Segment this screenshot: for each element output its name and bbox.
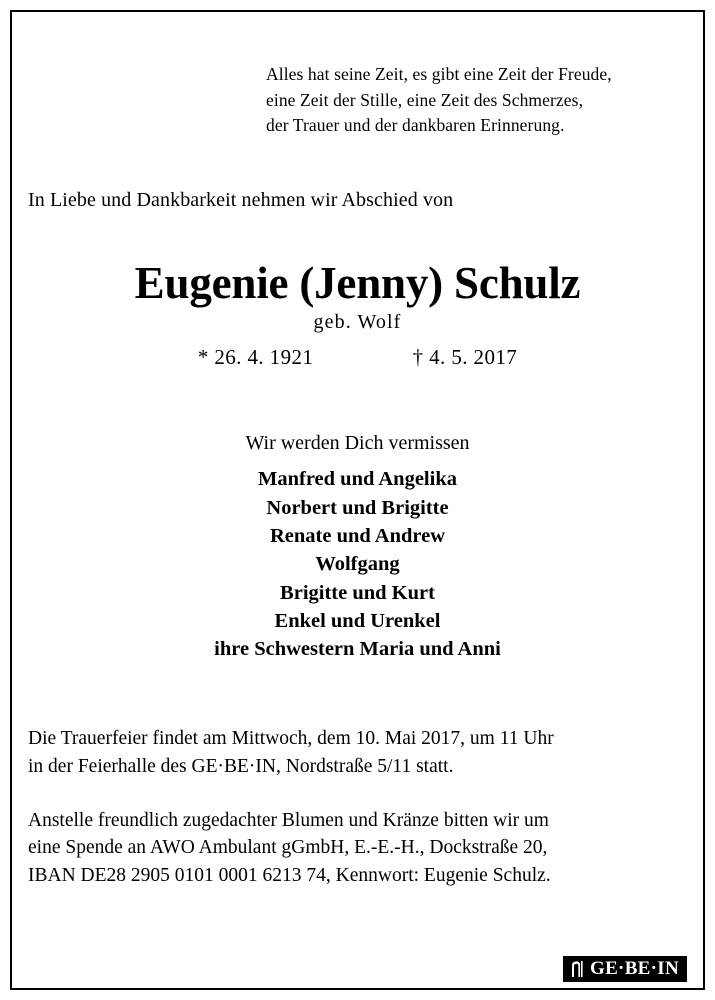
epigraph-line-3: der Trauer und der dankbaren Erinnerung. (266, 115, 565, 136)
deceased-dates (28, 345, 687, 370)
mourning-intro: Wir werden Dich vermissen (245, 432, 470, 455)
mourner-item: Manfred und Angelika (258, 468, 457, 491)
mourner-item: Brigitte und Kurt (280, 581, 435, 604)
ceremony-line-2: in der Feierhalle des GE·BE·IN, Nordstraße 5/11 statt. (28, 756, 454, 778)
logo-text: GE·BE·IN (590, 958, 679, 979)
donation-line-3: IBAN DE28 2905 0101 0001 6213 74, Kennwort: Eugenie Schulz. (28, 865, 551, 887)
epigraph (28, 62, 687, 139)
deceased-block (28, 260, 687, 370)
gebein-logo-icon (569, 959, 585, 979)
deceased-maiden-name: geb. Wolf (313, 311, 402, 334)
mourner-item: Renate und Andrew (269, 524, 446, 547)
mourner-item: Enkel und Urenkel (274, 609, 441, 632)
mourners-list (28, 465, 687, 663)
mourner-item: Wolfgang (315, 553, 400, 576)
funeral-home-logo (563, 956, 687, 982)
mourner-item: Norbert und Brigitte (266, 496, 449, 519)
ceremony-info (28, 725, 687, 780)
donation-line-1: Anstelle freundlich zugedachter Blumen und Kränze bitten wir um (28, 809, 549, 831)
epigraph-line-2: eine Zeit der Stille, eine Zeit des Schmerzes, (266, 89, 584, 110)
epigraph-line-1: Alles hat seine Zeit, es gibt eine Zeit der Freude, (266, 64, 612, 84)
lead-text: In Liebe und Dankbarkeit nehmen wir Abschied von (28, 189, 454, 212)
donation-line-2: eine Spende an AWO Ambulant gGmbH, E.-E.-H., Dockstraße 20, (28, 837, 548, 859)
mourner-item: ihre Schwestern Maria und Anni (214, 638, 501, 661)
deceased-name: Eugenie (Jenny) Schulz (134, 258, 581, 309)
ceremony-line-1: Die Trauerfeier findet am Mittwoch, dem 10. Mai 2017, um 11 Uhr (28, 728, 554, 750)
death-date: † 4. 5. 2017 (412, 345, 518, 370)
content-area (28, 22, 687, 982)
birth-date: * 26. 4. 1921 (197, 345, 314, 370)
donation-info (28, 807, 687, 890)
logo-box (563, 956, 687, 982)
